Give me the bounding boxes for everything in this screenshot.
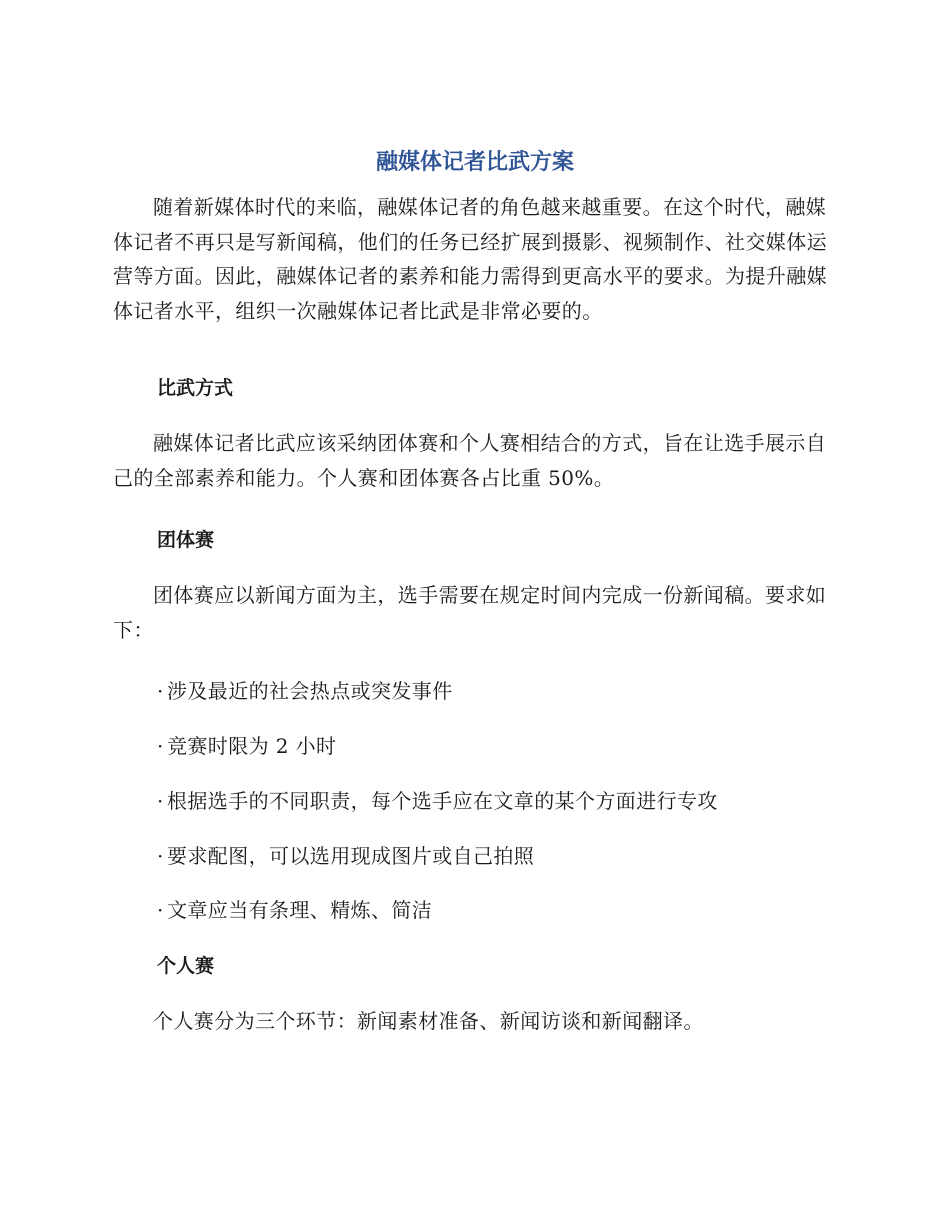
section-heading-method: 比武方式 [157, 377, 234, 399]
individual-paragraph: 个人赛分为三个环节：新闻素材准备、新闻访谈和新闻翻译。 [153, 1009, 704, 1033]
list-item [157, 786, 718, 816]
section-heading-team: 团体赛 [157, 529, 215, 551]
bullet-marker: · [157, 734, 164, 758]
list-item-text: 要求配图，可以选用现成图片或自己拍照 [167, 844, 535, 868]
bullet-marker: · [157, 898, 164, 922]
method-paragraph: 融媒体记者比武应该采纳团体赛和个人赛相结合的方式，旨在让选手展示自己的全部素养和能力。个人赛和团体赛各占比重 50%。 [113, 431, 827, 490]
bullet-marker: · [157, 844, 164, 868]
list-item [157, 676, 453, 706]
section-heading-individual: 个人赛 [157, 955, 215, 977]
list-item [157, 895, 432, 925]
list-item [157, 841, 534, 871]
bullet-marker: · [157, 679, 164, 703]
list-item [157, 731, 336, 761]
document-title: 融媒体记者比武方案 [375, 150, 574, 175]
team-paragraph: 团体赛应以新闻方面为主，选手需要在规定时间内完成一份新闻稿。要求如下： [113, 583, 827, 642]
list-item-text: 根据选手的不同职责，每个选手应在文章的某个方面进行专攻 [167, 789, 718, 813]
list-item-text: 文章应当有条理、精炼、简洁 [167, 898, 433, 922]
bullet-marker: · [157, 789, 164, 813]
list-item-text: 竞赛时限为 2 小时 [167, 734, 337, 758]
list-item-text: 涉及最近的社会热点或突发事件 [167, 679, 453, 703]
intro-paragraph: 随着新媒体时代的来临，融媒体记者的角色越来越重要。在这个时代，融媒体记者不再只是写新闻稿，他们的任务已经扩展到摄影、视频制作、社交媒体运营等方面。因此，融媒体记者的素养和能力需得到更高水平的要求。为提升融媒体记者水平，组织一次融媒体记者比武是非常必要的。 [113, 195, 827, 323]
